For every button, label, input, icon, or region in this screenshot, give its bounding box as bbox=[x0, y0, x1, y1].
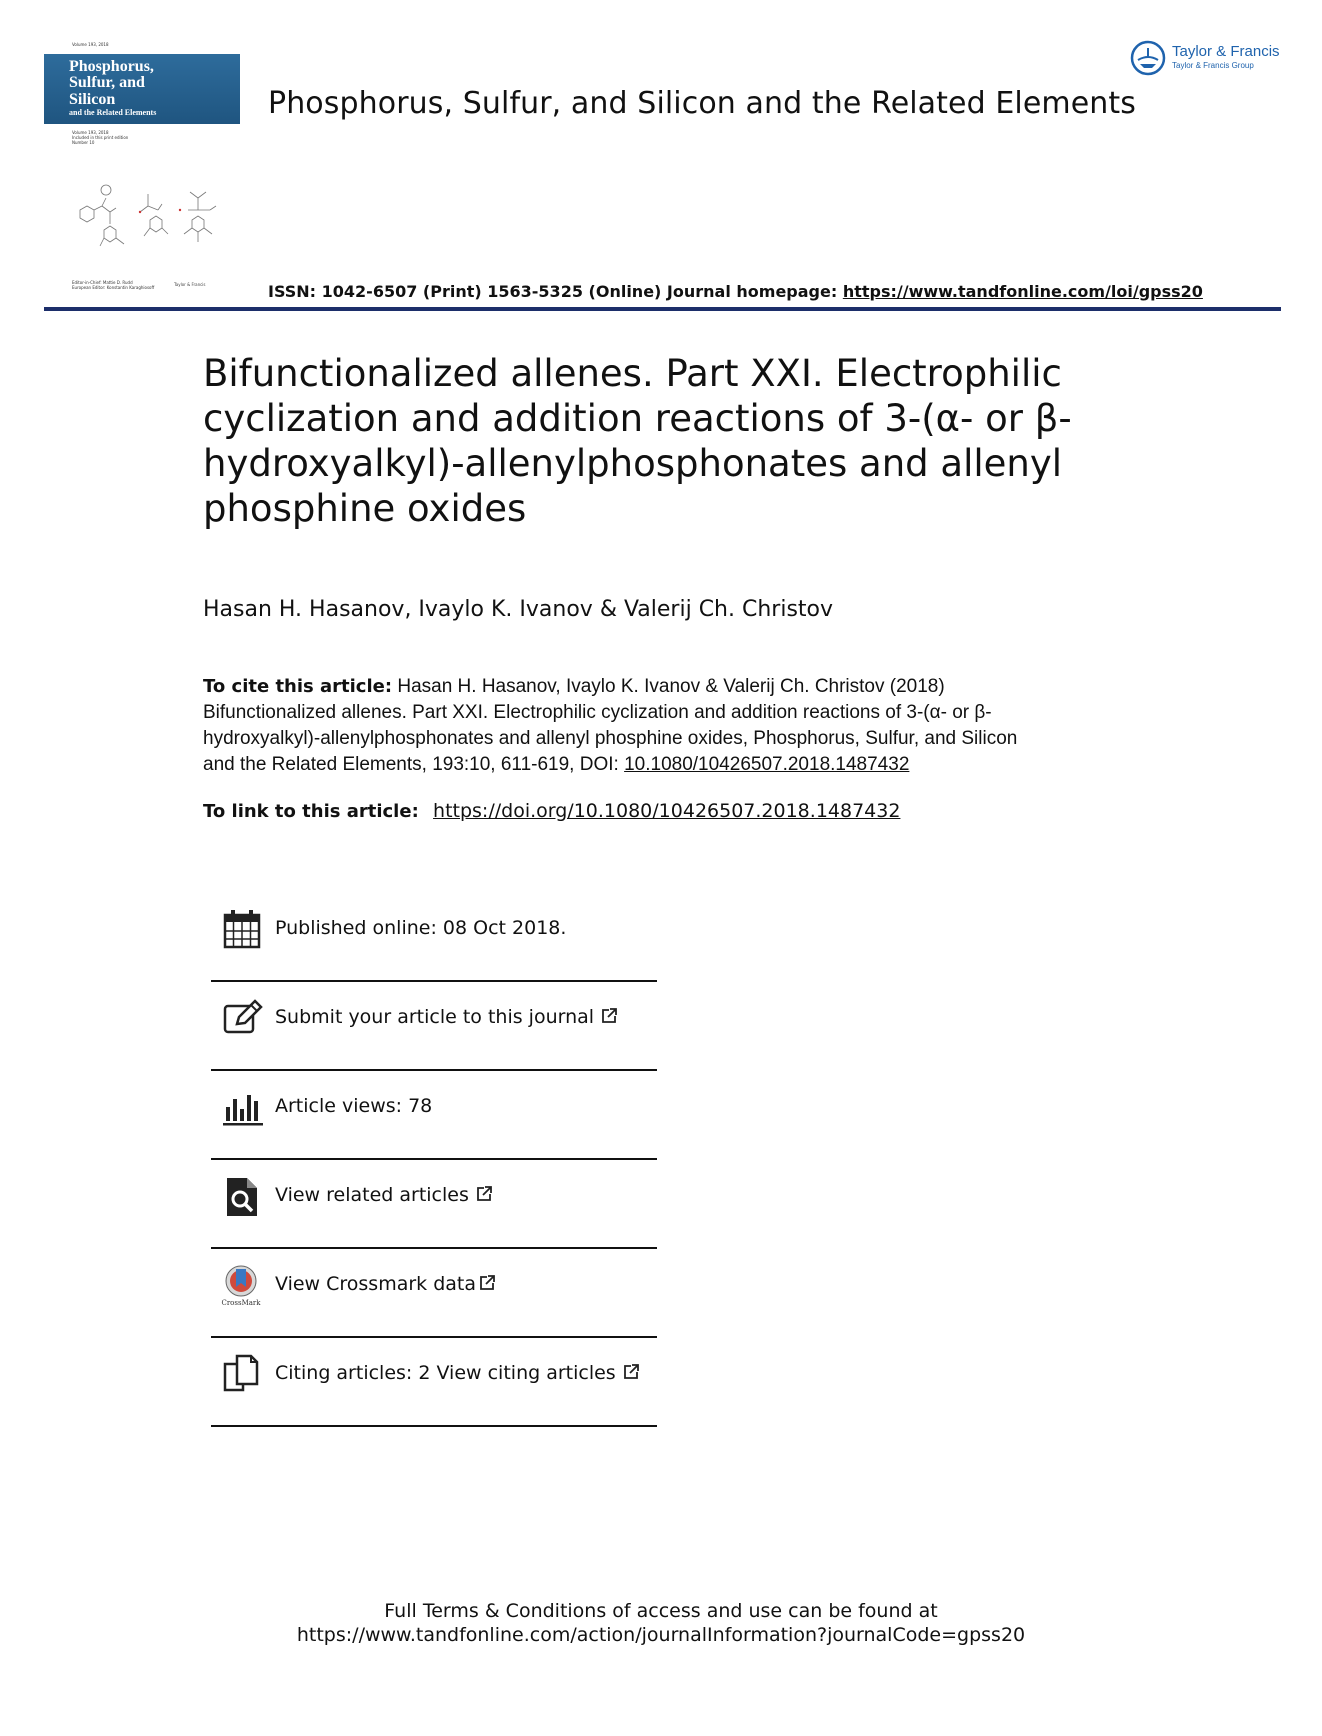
cite-label: To cite this article: bbox=[203, 676, 393, 697]
external-link-icon bbox=[622, 1363, 640, 1381]
info-views bbox=[211, 1071, 657, 1160]
article-doi-link[interactable]: https://doi.org/10.1080/10426507.2018.1487432 bbox=[433, 800, 901, 822]
journal-homepage-link[interactable]: https://www.tandfonline.com/loi/gpss20 bbox=[842, 282, 1203, 301]
info-crossmark[interactable] bbox=[211, 1249, 657, 1338]
article-info-list bbox=[211, 893, 657, 1427]
cover-title-band bbox=[44, 54, 240, 124]
article-authors: Hasan H. Hasanov, Ivaylo K. Ivanov & Valerij Ch. Christov bbox=[203, 597, 834, 622]
citing-articles-link[interactable] bbox=[275, 1362, 640, 1384]
copy-documents-icon bbox=[221, 1352, 265, 1396]
article-title bbox=[203, 351, 1083, 531]
submit-article-link[interactable] bbox=[275, 1006, 618, 1028]
header-divider bbox=[44, 307, 1281, 311]
external-link-icon bbox=[478, 1274, 496, 1292]
article-views: Article views: 78 bbox=[275, 1095, 433, 1117]
cite-text: and the Related Elements, 193:10, 611-619, DOI: bbox=[203, 754, 625, 775]
cite-doi-link[interactable]: 10.1080/10426507.2018.1487432 bbox=[624, 754, 910, 775]
cover-title-line: Silicon bbox=[69, 90, 116, 108]
crossmark-logo-text: CrossMark bbox=[221, 1299, 261, 1307]
publisher-group: Taylor & Francis Group bbox=[1172, 61, 1254, 70]
cite-text: Bifunctionalized allenes. Part XXI. Electrophilic cyclization and addition reactions of 3-(α- or β- bbox=[203, 702, 992, 723]
journal-cover-image bbox=[44, 42, 240, 302]
submit-article-label: Submit your article to this journal bbox=[275, 1006, 595, 1028]
cover-meta bbox=[72, 130, 128, 146]
bar-chart-icon bbox=[221, 1085, 265, 1129]
info-published bbox=[211, 893, 657, 982]
info-submit[interactable] bbox=[211, 982, 657, 1071]
article-link-line bbox=[203, 800, 900, 822]
cover-volume: Volume 193, 2018 bbox=[72, 42, 109, 47]
cite-text: hydroxyalkyl)-allenylphosphonates and allenyl phosphine oxides, Phosphorus, Sulfur, and Silicon bbox=[203, 728, 1018, 749]
edit-icon bbox=[221, 996, 265, 1040]
calendar-icon bbox=[221, 907, 265, 951]
article-title-line: phosphine oxides bbox=[203, 487, 527, 530]
publisher-logo-icon bbox=[1128, 38, 1168, 78]
info-citing[interactable] bbox=[211, 1338, 657, 1427]
related-articles-label: View related articles bbox=[275, 1184, 469, 1206]
cover-editors bbox=[72, 280, 154, 290]
cover-meta-line: Included in this print edition bbox=[72, 135, 129, 141]
cite-text: Hasan H. Hasanov, Ivaylo K. Ivanov & Valerij Ch. Christov (2018) bbox=[392, 676, 945, 697]
cover-title-line: Sulfur, and bbox=[69, 74, 145, 92]
related-articles-link[interactable] bbox=[275, 1184, 493, 1206]
crossmark-label: View Crossmark data bbox=[275, 1273, 477, 1295]
cover-meta-line: Number 10 bbox=[72, 140, 95, 146]
article-title-line: cyclization and addition reactions of 3-(α- or β- bbox=[203, 397, 1072, 440]
terms-url[interactable]: https://www.tandfonline.com/action/journalInformation?journalCode=gpss20 bbox=[296, 1624, 1026, 1646]
external-link-icon bbox=[600, 1007, 618, 1025]
cover-editor-line: Editor-in-Chief: Mattie D. Rudd bbox=[72, 280, 133, 285]
publisher-name: Taylor & Francis bbox=[1172, 43, 1280, 60]
article-title-line: hydroxyalkyl)-allenylphosphonates and allenyl bbox=[203, 442, 1063, 485]
external-link-icon bbox=[475, 1185, 493, 1203]
cover-title-line: Phosphorus, bbox=[69, 58, 154, 75]
cover-meta-line: Volume 193, 2018 bbox=[72, 130, 109, 135]
link-label: To link to this article: bbox=[203, 801, 426, 822]
published-date: Published online: 08 Oct 2018. bbox=[275, 917, 567, 939]
cover-publisher: Taylor & Francis bbox=[174, 282, 206, 287]
cover-title bbox=[69, 59, 156, 117]
issn-line bbox=[268, 282, 1203, 301]
info-related[interactable] bbox=[211, 1160, 657, 1249]
citation-block bbox=[203, 674, 1133, 778]
crossmark-link[interactable] bbox=[275, 1273, 496, 1295]
cover-subtitle: and the Related Elements bbox=[69, 107, 157, 117]
divider bbox=[211, 1425, 657, 1427]
document-search-icon bbox=[221, 1174, 265, 1218]
journal-title: Phosphorus, Sulfur, and Silicon and the Related Elements bbox=[268, 86, 1136, 121]
cover-molecule-drawing bbox=[70, 180, 220, 270]
terms-text: Full Terms & Conditions of access and use can be found at bbox=[384, 1600, 938, 1622]
citing-articles-label: Citing articles: 2 View citing articles bbox=[275, 1362, 616, 1384]
cover-editor-line: European Editor: Konstantin Karaghiosoff bbox=[72, 285, 155, 291]
crossmark-icon bbox=[221, 1263, 265, 1307]
article-title-line: Bifunctionalized allenes. Part XXI. Electrophilic bbox=[203, 352, 1062, 395]
terms-footer bbox=[0, 1599, 1322, 1647]
issn-text: ISSN: 1042-6507 (Print) 1563-5325 (Online) Journal homepage: bbox=[268, 282, 843, 301]
